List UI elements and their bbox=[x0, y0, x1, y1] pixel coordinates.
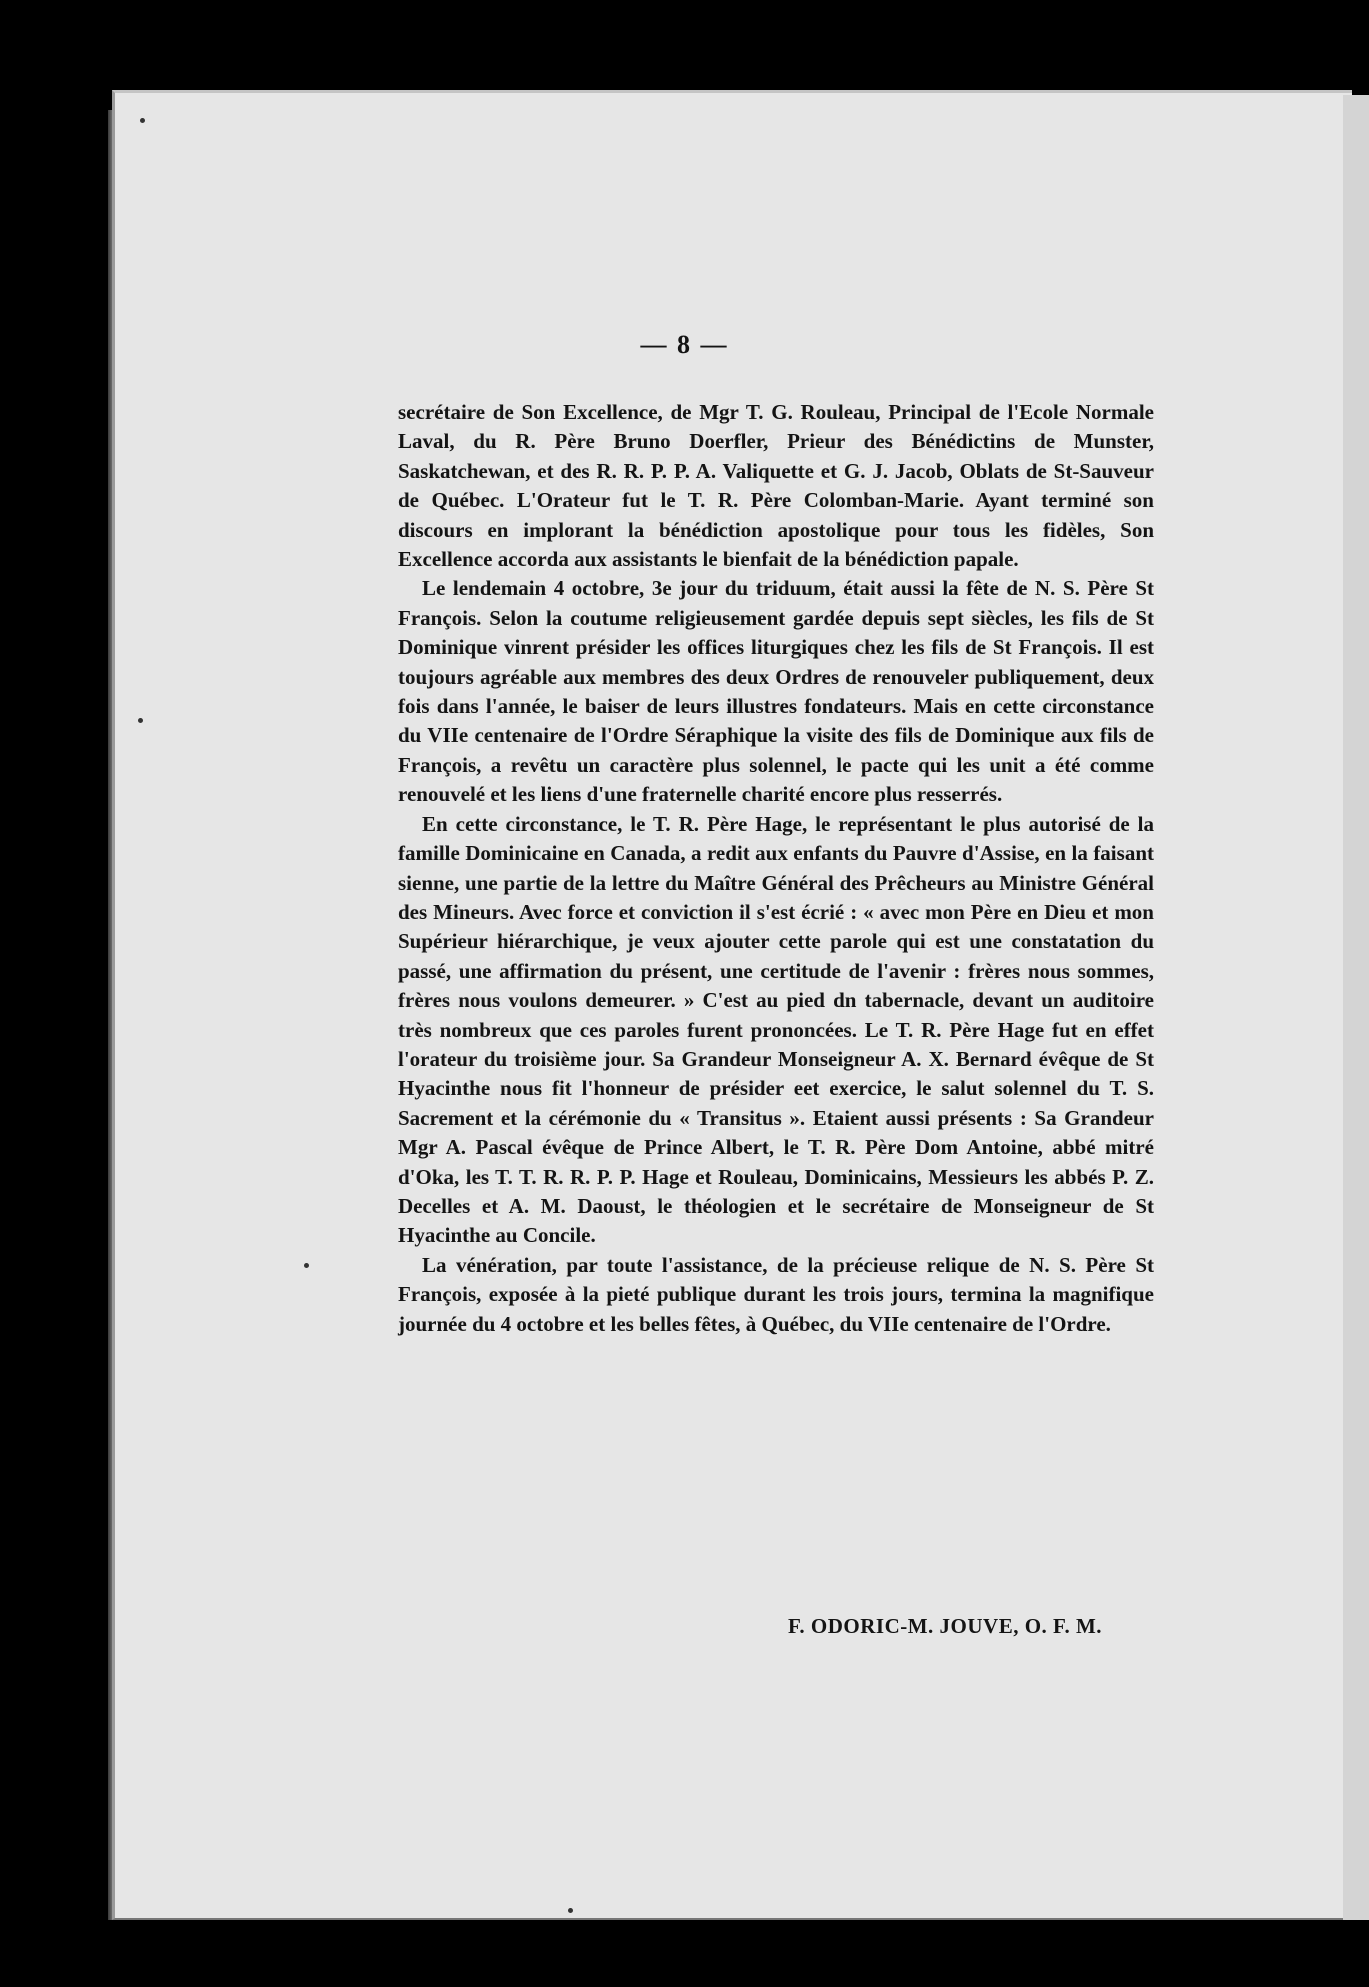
paragraph: En cette circonstance, le T. R. Père Hage, le représentant le plus autorisé de la famille Dominicaine en Canada, a redit aux enfants du Pauvre d'Assise, en la faisant sienne, une partie de la lettre du Maître Général des Prêcheurs au Ministre Général des Mineurs. Avec force et conviction il s'est écrié : « avec mon Père en Dieu et mon Supérieur hiérarchique, je veux ajouter cette parole qui est une constatation du passé, une affirmation du présent, une certitude de l'avenir : frères nous sommes, frères nous voulons demeurer. » C'est au pied dn tabernacle, devant un auditoire très nombreux que ces paroles furent prononcées. Le T. R. Père Hage fut en effet l'orateur du troisième jour. Sa Grandeur Monseigneur A. X. Bernard évêque de St Hyacinthe nous fit l'honneur de présider eet exercice, le salut solennel du T. S. Sacrement et la cérémonie du « Transitus ». Etaient aussi présents : Sa Grandeur Mgr A. Pascal évêque de Prince Albert, le T. R. Père Dom Antoine, abbé mitré d'Oka, les T. T. R. R. P. P. Hage et Rouleau, Dominicains, Messieurs les abbés P. Z. Decelles et A. M. Daoust, le théologien et le secrétaire de Monseigneur de St Hyacinthe au Concile. bbox=[398, 811, 1154, 1248]
scan-speck bbox=[138, 718, 143, 723]
facing-page-edge bbox=[1343, 95, 1369, 1920]
paragraph: secrétaire de Son Excellence, de Mgr T. G. Rouleau, Principal de l'Ecole Normale Laval, du R. Père Bruno Doerfler, Prieur des Bénédictins de Munster, Saskatchewan, et des R. R. P. P. A. Valiquette et G. J. Jacob, Oblats de St-Sauveur de Québec. L'Orateur fut le T. R. Père Colomban-Marie. Ayant terminé son discours en implorant la bénédiction apostolique pour tous les fidèles, Son Excellence accorda aux assistants le bienfait de la bénédiction papale. bbox=[398, 400, 1154, 572]
paragraph: La vénération, par toute l'assistance, de la précieuse relique de N. S. Père St François, exposée à la pieté publique durant les trois jours, termina la magnifique journée du 4 octobre et les belles fêtes, à Québec, du VIIe centenaire de l'Ordre. bbox=[398, 1252, 1154, 1336]
article-body bbox=[398, 398, 1154, 1339]
paragraph: Le lendemain 4 octobre, 3e jour du triduum, était aussi la fête de N. S. Père St François. Selon la coutume religieusement gardée depuis sept siècles, les fils de St Dominique vinrent présider les offices liturgiques chez les fils de St François. Il est toujours agréable aux membres des deux Ordres de renouveler publiquement, deux fois dans l'année, le baiser de leurs illustres fondateurs. Mais en cette circonstance du VIIe centenaire de l'Ordre Séraphique la visite des fils de Dominique aux fils de François, a revêtu un caractère plus solennel, le pacte qui les unit a été comme renouvelé et les liens d'une fraternelle charité encore plus resserrés. bbox=[398, 576, 1154, 807]
page-number: — 8 — bbox=[640, 330, 729, 359]
author-signature: F. ODORIC-M. JOUVE, O. F. M. bbox=[788, 1614, 1103, 1638]
scan-speck bbox=[304, 1263, 309, 1268]
scan-speck bbox=[140, 118, 145, 123]
scan-speck bbox=[568, 1908, 573, 1913]
